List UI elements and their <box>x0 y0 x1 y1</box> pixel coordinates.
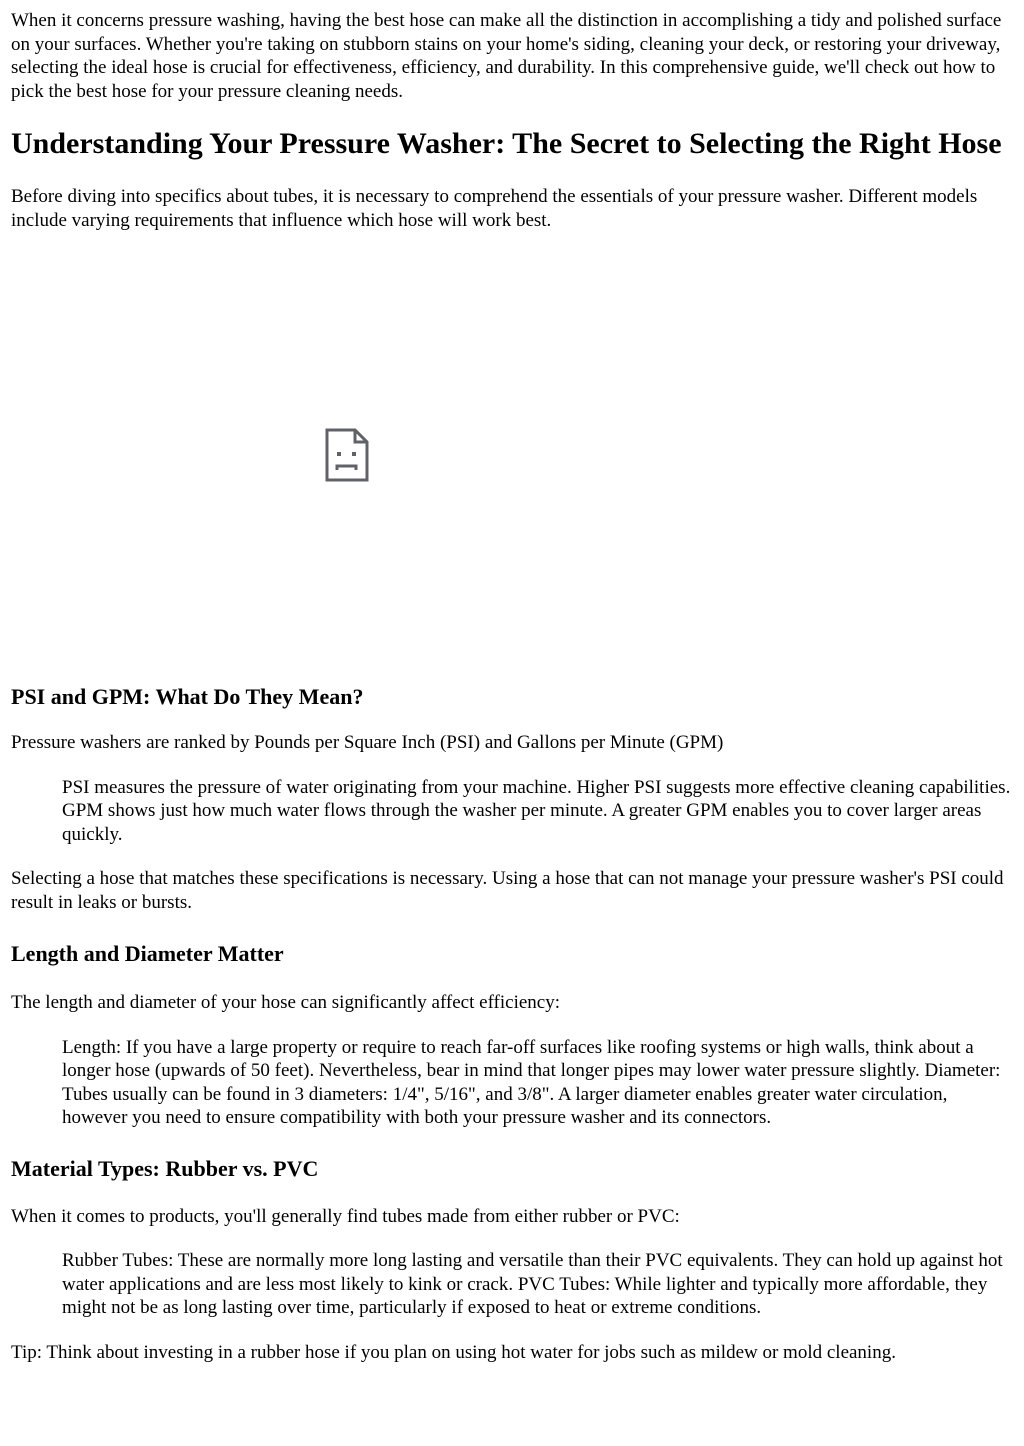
psi-intro-paragraph: Pressure washers are ranked by Pounds per Square Inch (PSI) and Gallons per Minute (GPM) <box>11 732 724 753</box>
material-heading: Material Types: Rubber vs. PVC <box>11 1155 319 1181</box>
intro-paragraph: When it concerns pressure washing, having the best hose can make all the distinction in accomplishing a tidy and polished surface on your surfaces. Whether you're taking on stubborn stains on your home's siding, cleaning your deck, or restoring your driveway, selecting the ideal hose is crucial for effectiveness, efficiency, and durability. In this comprehensive guide, we'll check out how to pick the best hose for your pressure cleaning needs. <box>11 10 1002 102</box>
material-blockquote: Rubber Tubes: These are normally more long lasting and versatile than their PVC equivalents. They can hold up against hot water applications and are less most likely to kink or crack. PVC Tubes: While lighter and typically more affordable, they might not be as long lasting over time, particularly if exposed to heat or extreme conditions. <box>62 1250 1003 1318</box>
length-intro-paragraph: The length and diameter of your hose can significantly affect efficiency: <box>11 992 561 1013</box>
broken-image-icon <box>325 428 369 482</box>
psi-heading: PSI and GPM: What Do They Mean? <box>11 684 364 709</box>
image-placeholder <box>11 232 1016 672</box>
material-intro-paragraph: When it comes to products, you'll generally find tubes made from either rubber or PVC: <box>11 1205 680 1227</box>
tip-paragraph: Tip: Think about investing in a rubber hose if you plan on using hot water for jobs such as mildew or mold cleaning. <box>11 1341 896 1363</box>
psi-after-paragraph: Selecting a hose that matches these specifications is necessary. Using a hose that can not manage your pressure washer's PSI could result in leaks or bursts. <box>11 868 1004 913</box>
main-heading: Understanding Your Pressure Washer: The Secret to Selecting the Right Hose <box>11 127 1002 160</box>
main-paragraph: Before diving into specifics about tubes, it is necessary to comprehend the essentials of your pressure washer. Different models include varying requirements that influence which hose will work best. <box>11 186 978 231</box>
psi-blockquote: PSI measures the pressure of water originating from your machine. Higher PSI suggests more effective cleaning capabilities. GPM shows just how much water flows through the washer per minute. A greater GPM enables you to cover larger areas quickly. <box>62 776 1011 845</box>
length-blockquote: Length: If you have a large property or require to reach far-off surfaces like roofing systems or high walls, think about a longer hose (upwards of 50 feet). Nevertheless, bear in mind that longer pipes may lower water pressure slightly. Diameter: Tubes usually can be found in 3 diameters: 1/4", 5/16", and 3/8". A larger diameter enables greater water circulation, however you need to ensure compatibility with both your pressure washer and its connectors. <box>62 1036 1001 1128</box>
length-heading: Length and Diameter Matter <box>11 941 284 966</box>
